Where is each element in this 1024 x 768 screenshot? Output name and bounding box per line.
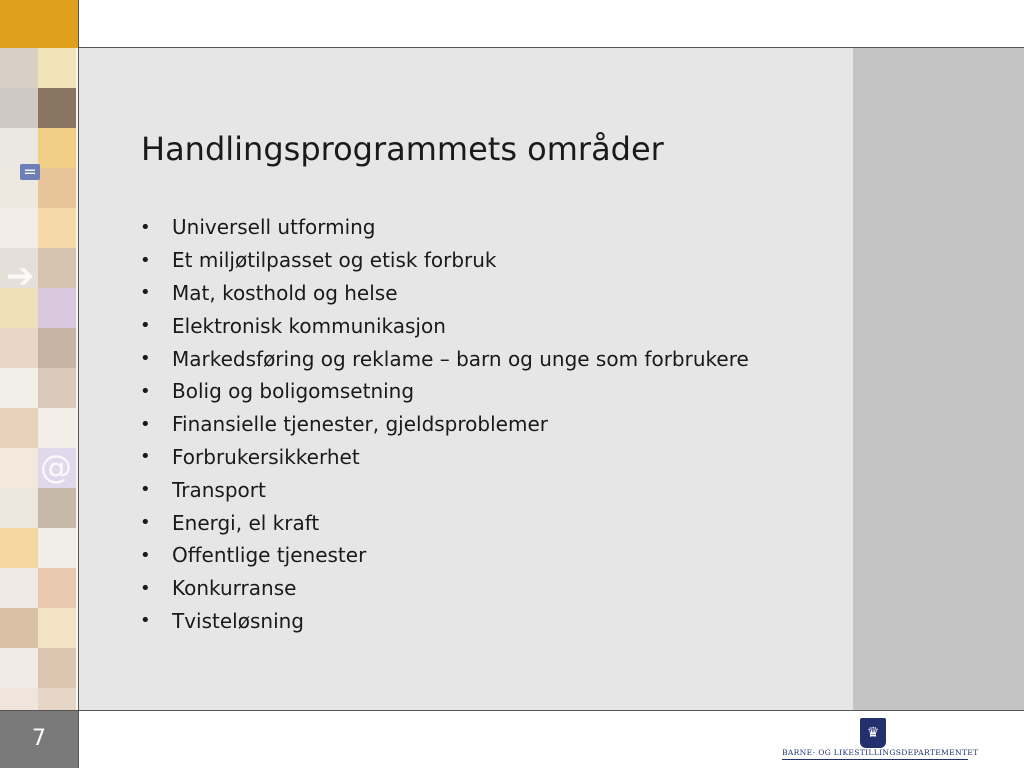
photo-mosaic-strip (0, 48, 78, 710)
bullet-icon: • (140, 380, 151, 402)
list-item (140, 375, 749, 408)
topic-list (140, 211, 749, 637)
list-item (140, 211, 749, 244)
bullet-icon: • (140, 315, 151, 337)
list-item-label: Forbrukersikkerhet (172, 444, 360, 469)
bullet-icon: • (140, 413, 151, 435)
right-gray-panel (853, 48, 1024, 710)
bullet-icon: • (140, 216, 151, 238)
bullet-icon: • (140, 544, 151, 566)
equals-icon: = (20, 164, 40, 180)
list-item-label: Transport (172, 477, 266, 502)
list-item (140, 506, 749, 539)
list-item (140, 309, 749, 342)
bullet-icon: • (140, 577, 151, 599)
bullet-icon: • (140, 249, 151, 271)
list-item-label: Energi, el kraft (172, 510, 320, 535)
list-item-label: Finansielle tjenester, gjeldsproblemer (172, 412, 548, 437)
list-item-label: Universell utforming (172, 215, 376, 240)
list-item (140, 572, 749, 605)
list-item (140, 408, 749, 441)
bullet-icon: • (140, 610, 151, 632)
bullet-icon: • (140, 282, 151, 304)
ministry-name: BARNE- OG LIKESTILLINGSDEPARTEMENTET (782, 748, 979, 757)
list-item-label: Bolig og boligomsetning (172, 379, 415, 404)
bullet-icon: • (140, 479, 151, 501)
bullet-icon: • (140, 446, 151, 468)
list-item (140, 244, 749, 277)
orange-corner-block (0, 0, 78, 48)
list-item-label: Offentlige tjenester (172, 543, 367, 568)
list-item (140, 473, 749, 506)
bullet-icon: • (140, 512, 151, 534)
lion-icon: ♛ (866, 725, 880, 741)
list-item-label: Et miljøtilpasset og etisk forbruk (172, 248, 497, 273)
list-item (140, 441, 749, 474)
list-item-label: Elektronisk kommunikasjon (172, 313, 446, 338)
list-item-label: Tvisteløsning (172, 608, 304, 633)
list-item (140, 605, 749, 638)
list-item-label: Konkurranse (172, 576, 297, 601)
arrow-right-icon: ➔ (6, 256, 35, 296)
norwegian-lion-coat-of-arms-icon (860, 718, 886, 748)
list-item (140, 539, 749, 572)
list-item (140, 277, 749, 310)
page-number: 7 (32, 726, 46, 751)
ministry-underline (782, 759, 968, 760)
at-sign-icon: @ (40, 448, 72, 486)
list-item (140, 342, 749, 375)
slide-title: Handlingsprogrammets områder (141, 130, 664, 168)
bullet-icon: • (140, 348, 151, 370)
list-item-label: Markedsføring og reklame – barn og unge som forbrukere (172, 346, 749, 371)
list-item-label: Mat, kosthold og helse (172, 280, 398, 305)
bottom-divider (0, 710, 1024, 711)
